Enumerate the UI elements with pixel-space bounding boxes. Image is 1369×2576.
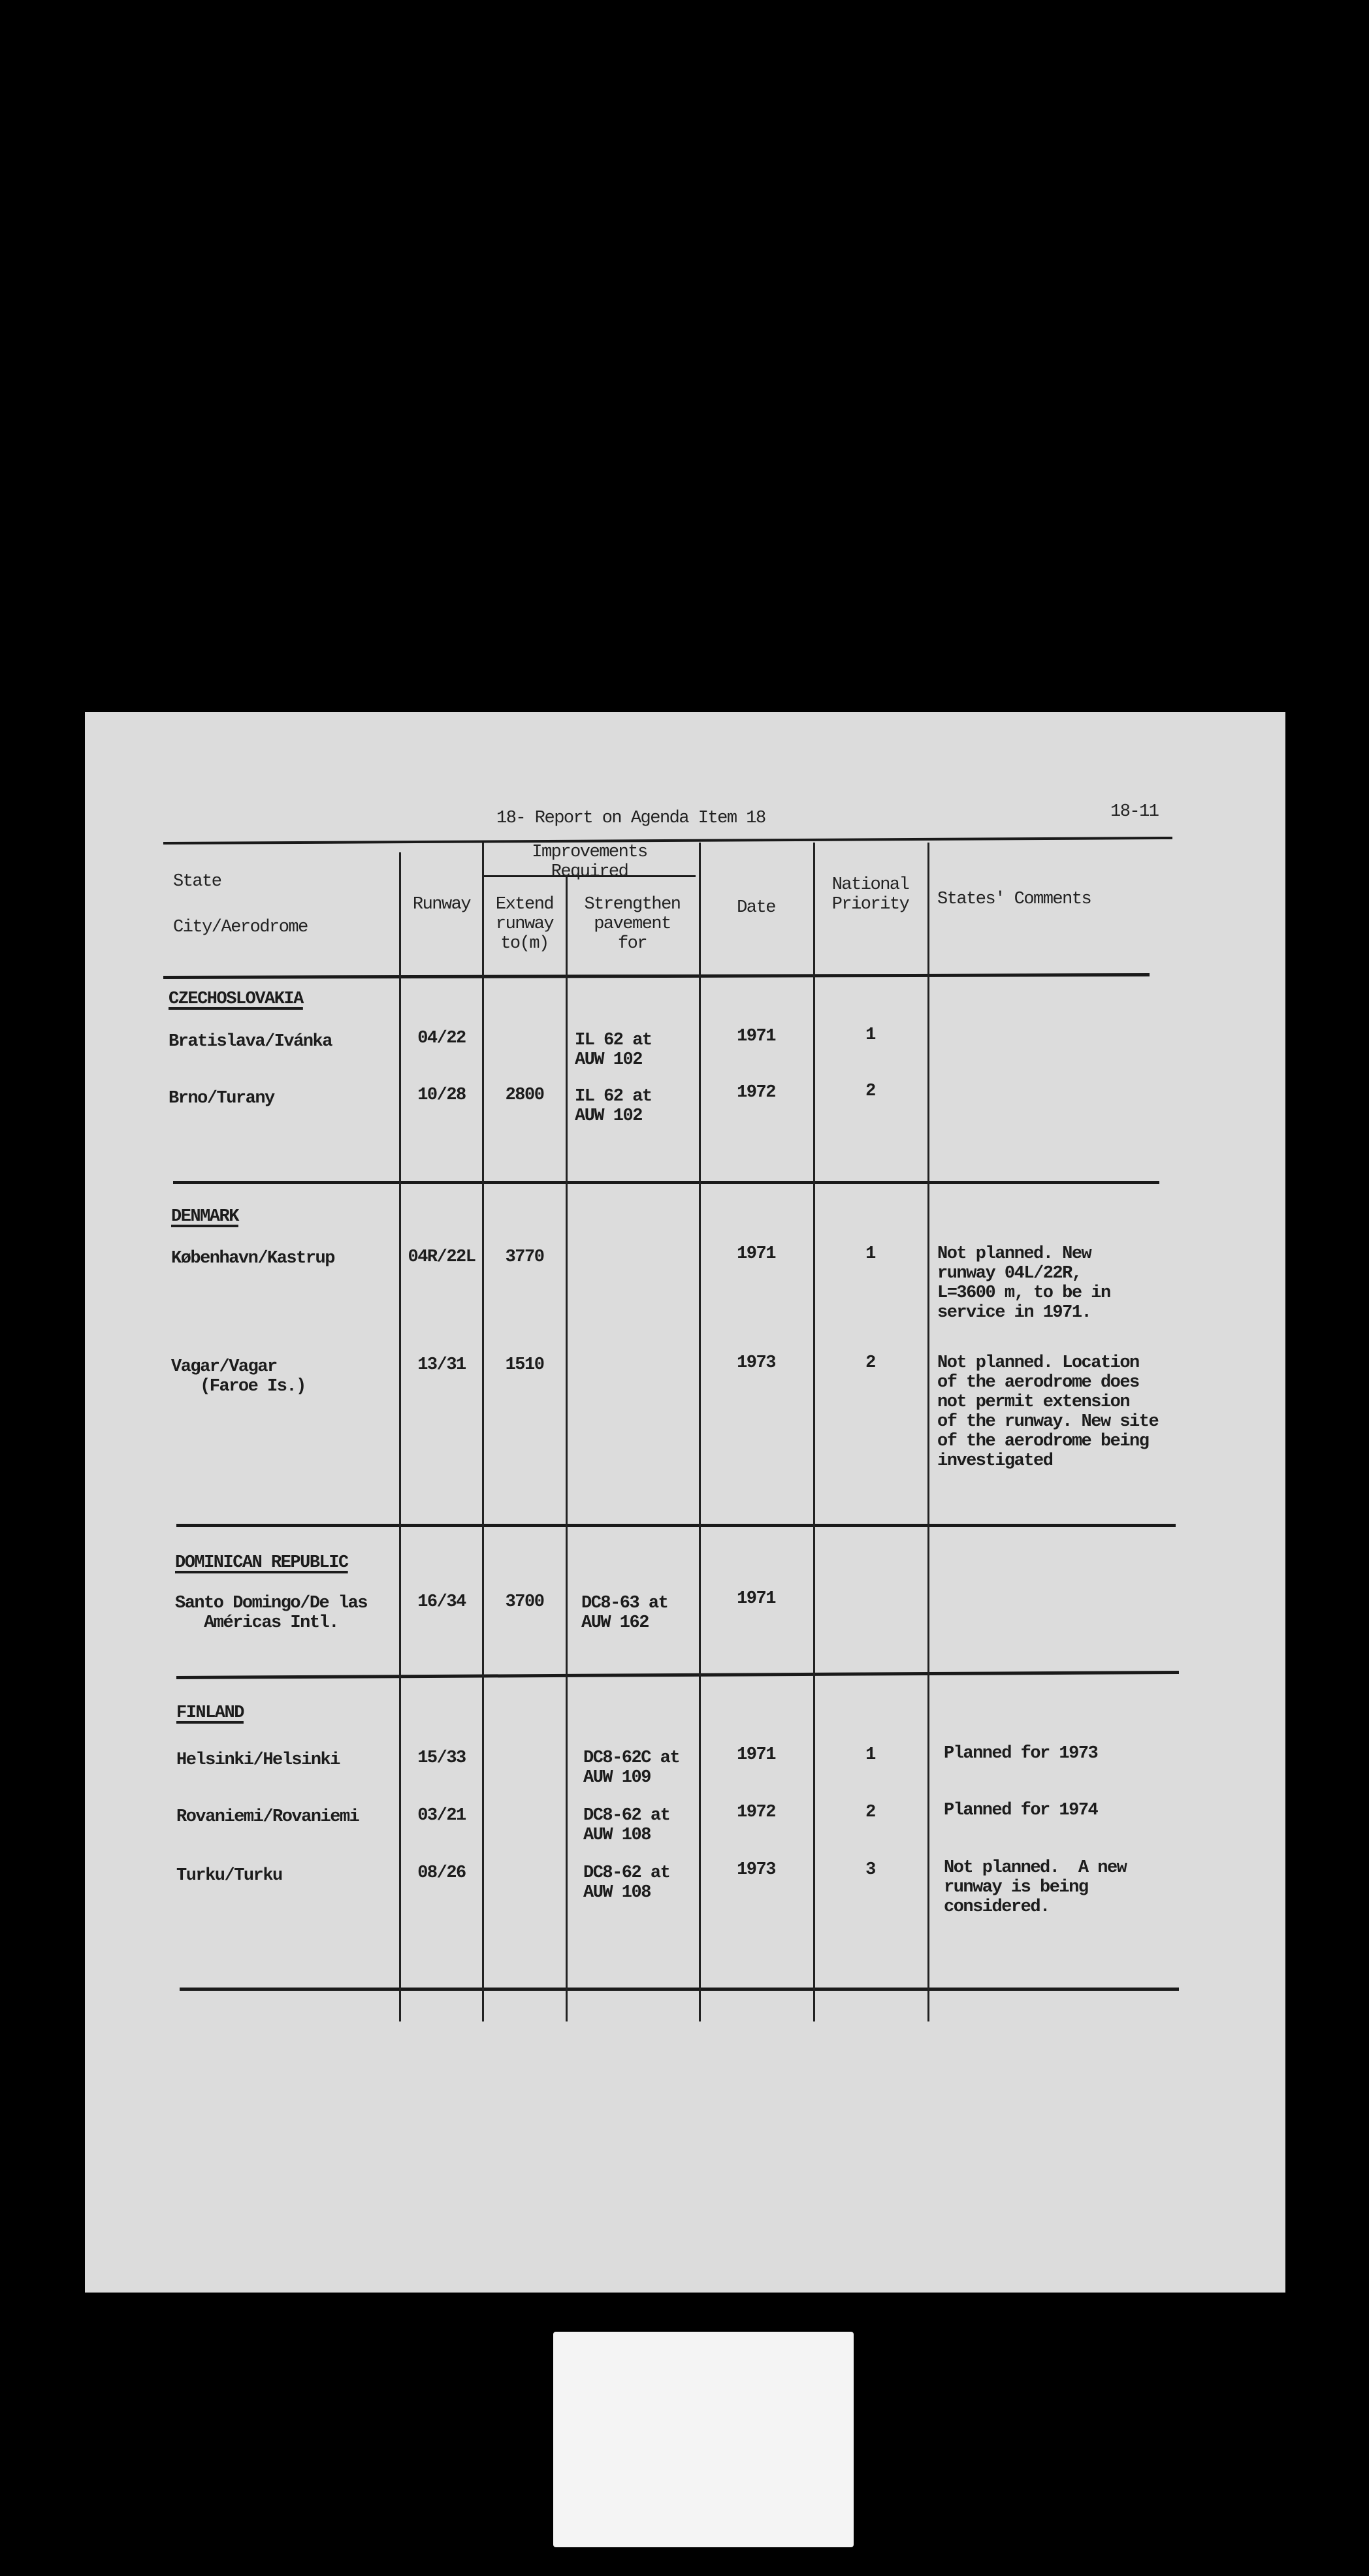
states-comments: Not planned. Location of the aerodrome does not permit extension of the runway. New site of the aerodrome being investigated (937, 1353, 1159, 1471)
priority: 2 (865, 1803, 875, 1822)
page-number: 18-11 (1110, 802, 1159, 822)
col-header-extend: Extend runway to(m) (495, 895, 554, 954)
col-header-runway: Runway (412, 895, 471, 914)
col-header-strengthen: Strengthen pavement for (584, 895, 681, 954)
date: 1973 (737, 1353, 775, 1373)
date: 1971 (737, 1027, 775, 1046)
col-header-priority: National Priority (831, 875, 909, 914)
city-aerodrome: Turku/Turku (176, 1866, 282, 1886)
priority: 3 (865, 1860, 875, 1880)
city-aerodrome: Vagar/Vagar (Faroe Is.) (171, 1357, 306, 1396)
column-divider (399, 852, 401, 2021)
date: 1972 (737, 1083, 775, 1103)
priority: 2 (865, 1353, 875, 1373)
city-aerodrome: Bratislava/Ivánka (169, 1032, 332, 1052)
extend: 1510 (505, 1355, 544, 1375)
section-state: DOMINICAN REPUBLIC (175, 1553, 348, 1573)
date: 1971 (737, 1244, 775, 1264)
city-aerodrome: Helsinki/Helsinki (176, 1750, 340, 1770)
states-comments: Not planned. A new runway is being considered. (944, 1858, 1127, 1917)
runway: 03/21 (417, 1806, 466, 1826)
page-header-title: 18- Report on Agenda Item 18 (496, 809, 765, 828)
priority: 1 (865, 1244, 875, 1264)
runway: 04R/22L (408, 1248, 475, 1267)
section-state: DENMARK (171, 1207, 238, 1227)
section-state: FINLAND (176, 1703, 244, 1723)
runway: 15/33 (417, 1748, 466, 1768)
column-divider (566, 875, 568, 2021)
table-bottom-rule (180, 1988, 1179, 1991)
col-header-date: Date (737, 898, 775, 918)
strengthen: DC8-63 at AUW 162 (581, 1594, 668, 1633)
section-rule (173, 1181, 1159, 1184)
extend: 3770 (505, 1248, 544, 1267)
column-divider (813, 843, 815, 2021)
city-aerodrome: Brno/Turany (169, 1089, 274, 1108)
date: 1972 (737, 1803, 775, 1822)
states-comments: Planned for 1974 (944, 1801, 1098, 1820)
date: 1971 (737, 1745, 775, 1765)
column-divider (699, 843, 701, 2021)
extend: 3700 (505, 1592, 544, 1612)
col-header-state: State (173, 872, 221, 892)
runway: 16/34 (417, 1592, 466, 1612)
priority: 1 (865, 1025, 875, 1045)
states-comments: Planned for 1973 (944, 1744, 1098, 1763)
blank-card (553, 2332, 854, 2547)
runway: 04/22 (417, 1029, 466, 1048)
column-divider (927, 843, 929, 2021)
strengthen: IL 62 at AUW 102 (575, 1031, 652, 1070)
city-aerodrome: Santo Domingo/De las Américas Intl. (175, 1594, 368, 1633)
runway: 10/28 (417, 1086, 466, 1105)
strengthen: DC8-62C at AUW 109 (583, 1748, 680, 1788)
section-state: CZECHOSLOVAKIA (169, 990, 303, 1009)
section-rule (176, 1524, 1176, 1527)
priority: 1 (865, 1745, 875, 1765)
city-aerodrome: Rovaniemi/Rovaniemi (176, 1807, 359, 1827)
city-aerodrome: København/Kastrup (171, 1249, 334, 1268)
col-header-city: City/Aerodrome (173, 918, 308, 937)
extend: 2800 (505, 1086, 544, 1105)
column-divider (482, 843, 484, 2021)
priority: 2 (865, 1082, 875, 1101)
strengthen: DC8-62 at AUW 108 (583, 1863, 670, 1903)
col-header-improvements: Improvements Required (532, 843, 647, 882)
date: 1973 (737, 1860, 775, 1880)
col-header-comments: States' Comments (937, 890, 1091, 909)
runway: 08/26 (417, 1863, 466, 1883)
strengthen: DC8-62 at AUW 108 (583, 1806, 670, 1845)
states-comments: Not planned. New runway 04L/22R, L=3600 m, to be in service in 1971. (937, 1244, 1110, 1323)
strengthen: IL 62 at AUW 102 (575, 1087, 652, 1126)
date: 1971 (737, 1589, 775, 1609)
runway: 13/31 (417, 1355, 466, 1375)
